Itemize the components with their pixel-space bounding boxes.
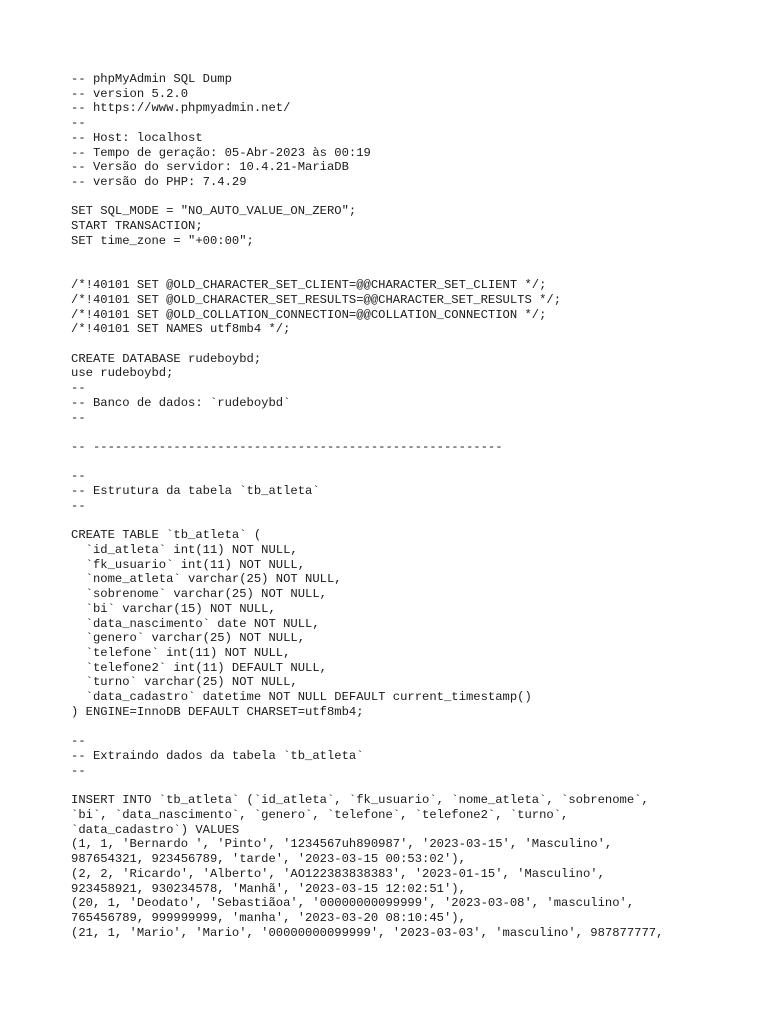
code-line: SET SQL_MODE = "NO_AUTO_VALUE_ON_ZERO"; [71,204,357,219]
code-line: -- version 5.2.0 [71,86,189,101]
code-line: -- -------------------------------------------------------- [71,439,503,454]
code-line: `fk_usuario` int(11) NOT NULL, [71,557,306,572]
code-line: CREATE TABLE `tb_atleta` ( [71,528,262,543]
code-line: `id_atleta` int(11) NOT NULL, [71,543,298,557]
code-line: (2, 2, 'Ricardo', 'Alberto', 'AO122383838383', '2023-01-15', 'Masculino', [71,866,605,881]
code-line: /*!40101 SET NAMES utf8mb4 */; [71,322,291,337]
code-line: -- Extraindo dados da tabela `tb_atleta` [71,749,364,764]
code-line: `telefone` int(11) NOT NULL, [71,646,291,661]
code-line: (20, 1, 'Deodato', 'Sebastiãoa', '00000000099999', '2023-03-08', 'masculino', [71,896,635,911]
code-line: `nome_atleta` varchar(25) NOT NULL, [71,572,342,587]
code-line [71,190,751,205]
code-line: -- [71,469,86,484]
sql-dump-text [71,72,751,940]
code-line [71,720,751,735]
code-line: -- [71,498,86,513]
code-line: (21, 1, 'Mario', 'Mario', '00000000099999', '2023-03-03', 'masculino', 987877777, [71,925,664,940]
code-line: /*!40101 SET @OLD_CHARACTER_SET_CLIENT=@@CHARACTER_SET_CLIENT */; [71,278,547,293]
code-line: SET time_zone = "+00:00"; [71,233,254,248]
code-line: `genero` varchar(25) NOT NULL, [71,631,306,646]
code-line: -- versão do PHP: 7.4.29 [71,175,247,190]
code-line [71,337,751,352]
code-line: INSERT INTO `tb_atleta` (`id_atleta`, `fk_usuario`, `nome_atleta`, `sobrenome`, [71,793,649,808]
code-line: CREATE DATABASE rudeboybd; [71,351,262,366]
code-line: -- [71,116,86,131]
code-line: `turno` varchar(25) NOT NULL, [71,675,298,690]
code-line: -- [71,410,86,425]
code-line: `sobrenome` varchar(25) NOT NULL, [71,587,327,602]
code-line [71,425,751,440]
code-line [71,514,751,529]
code-line: -- Banco de dados: `rudeboybd` [71,395,291,410]
code-line: `data_nascimento` date NOT NULL, [71,616,320,631]
code-line [71,263,751,278]
code-line: /*!40101 SET @OLD_COLLATION_CONNECTION=@@COLLATION_CONNECTION */; [71,307,547,322]
code-line: `data_cadastro`) VALUES [71,822,240,837]
code-line: -- Estrutura da tabela `tb_atleta` [71,484,320,499]
code-line [71,455,751,470]
code-line: START TRANSACTION; [71,219,203,234]
code-line [71,779,751,794]
code-line: 923458921, 930234578, 'Manhã', '2023-03-15 12:02:51'), [71,881,466,896]
code-line: -- [71,763,86,778]
code-line [71,249,751,264]
code-line: 987654321, 923456789, 'tarde', '2023-03-15 00:53:02'), [71,852,466,867]
code-line: -- [71,381,86,396]
code-line: -- Versão do servidor: 10.4.21-MariaDB [71,160,349,175]
code-line: (1, 1, 'Bernardo ', 'Pinto', '1234567uh890987', '2023-03-15', 'Masculino', [71,837,613,852]
code-line: -- https://www.phpmyadmin.net/ [71,101,291,116]
code-line: -- [71,734,86,749]
code-line: `data_cadastro` datetime NOT NULL DEFAULT current_timestamp() [71,690,532,705]
code-line: -- Tempo de geração: 05-Abr-2023 às 00:19 [71,145,371,160]
code-line: /*!40101 SET @OLD_CHARACTER_SET_RESULTS=@@CHARACTER_SET_RESULTS */; [71,292,562,307]
code-line: -- phpMyAdmin SQL Dump [71,72,232,86]
code-line: use rudeboybd; [71,366,174,381]
code-line: -- Host: localhost [71,130,203,145]
code-line: 765456789, 999999999, 'manha', '2023-03-20 08:10:45'), [71,910,466,925]
code-line: `bi`, `data_nascimento`, `genero`, `telefone`, `telefone2`, `turno`, [71,807,569,822]
code-line: `telefone2` int(11) DEFAULT NULL, [71,660,327,675]
code-line: `bi` varchar(15) NOT NULL, [71,601,276,616]
code-line: ) ENGINE=InnoDB DEFAULT CHARSET=utf8mb4; [71,704,364,719]
